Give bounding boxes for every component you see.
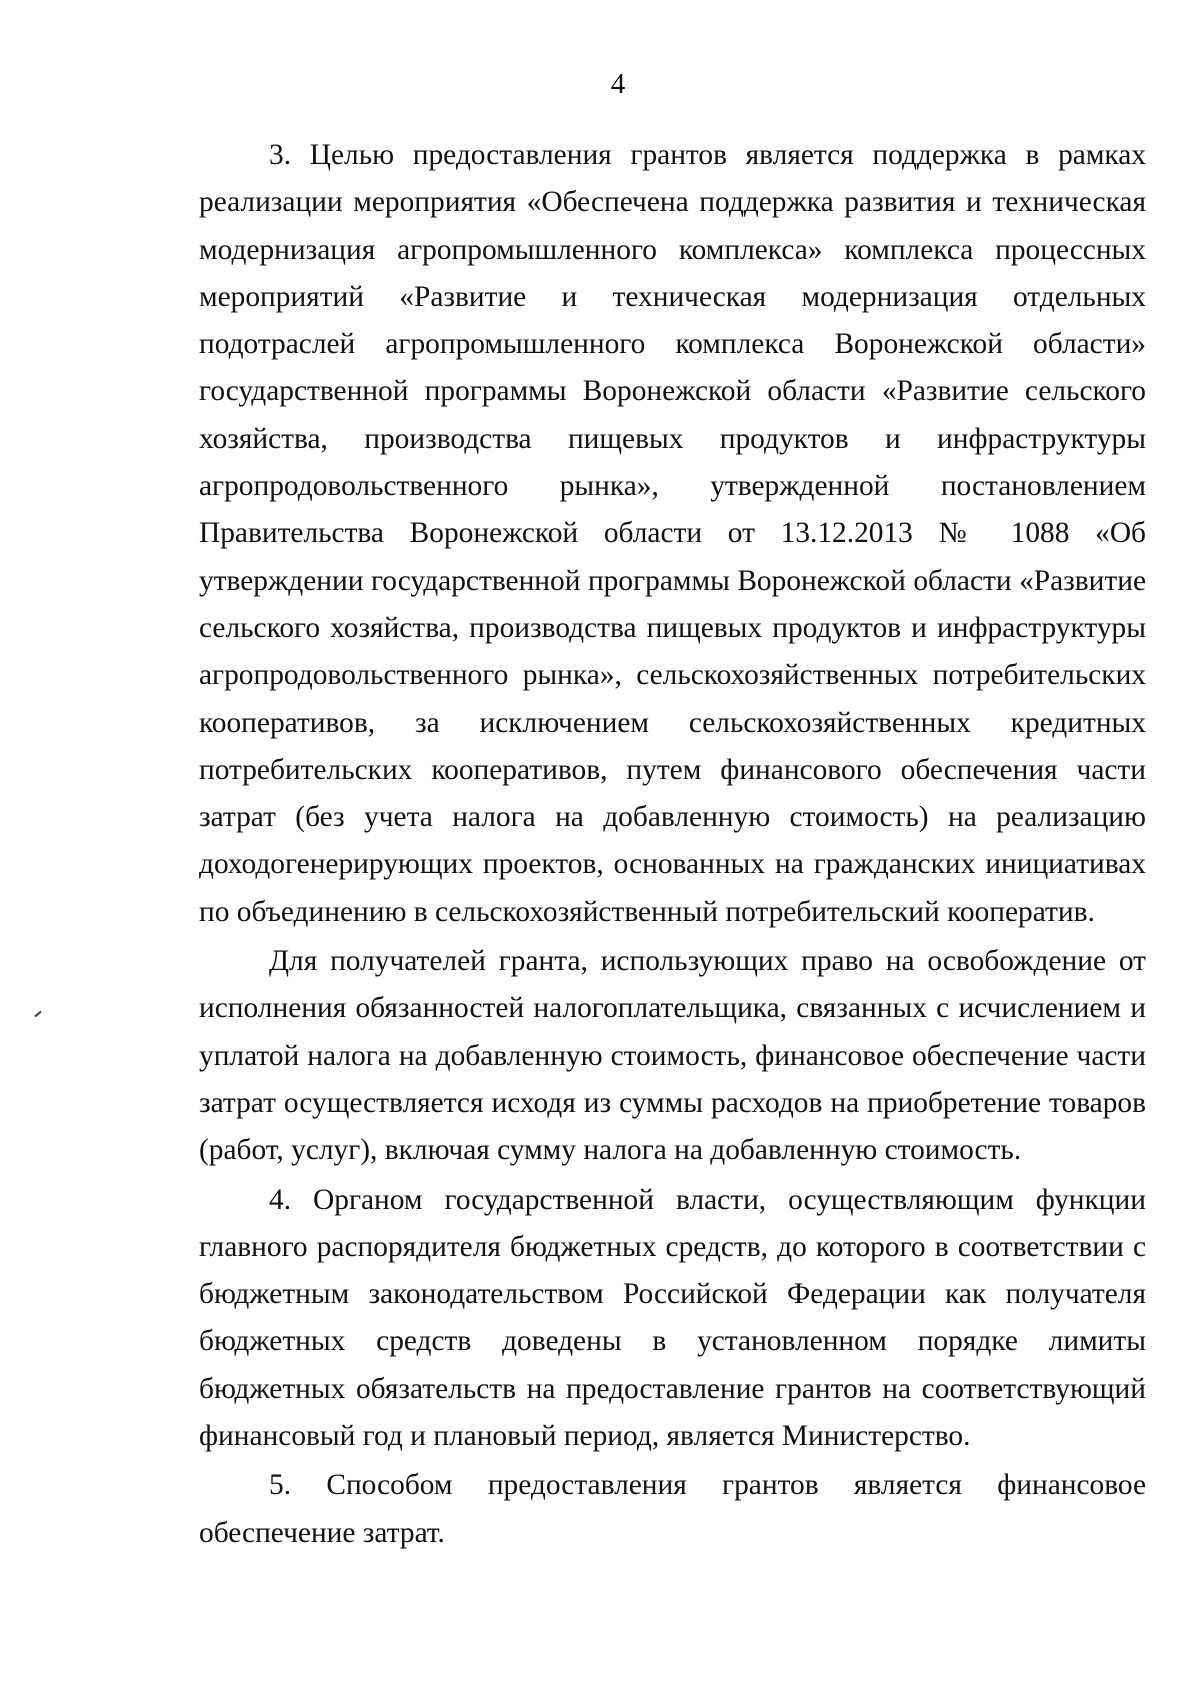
scan-artifact-mark [34, 1011, 41, 1018]
paragraph-budget-authority: 4. Органом государственной власти, осуществляющим функции главного распорядителя бюджетных средств, до которого в соответствии с бюджетным законодательством Российской Федерации как получателя бюджетных средств доведены в установленном порядке лимиты бюджетных обязательств на предоставление грантов на соответствующий финансовый год и плановый период, является Министерство. [199, 1183, 1146, 1453]
page-number: 4 [610, 68, 626, 100]
paragraph-grant-purpose: 3. Целью предоставления грантов является поддержка в рамках реализации мероприятия «Обеспечена поддержка развития и техническая модернизация агропромышленного комплекса» комплекса процессных мероприятий «Развитие и техническая модернизация отдельных подотраслей агропромышленного комплекса Воронежской области» государственной программы Воронежской области «Развитие сельского хозяйства, производства пищевых продуктов и инфраструктуры агропродовольственного рынка», утвержденной постановлением Правительства Воронежской области от 13.12.2013 № 1088 «Об утверждении государственной программы Воронежской области «Развитие сельского хозяйства, производства пищевых продуктов и инфраструктуры агропродовольственного рынка», сельскохозяйственных потребительских кооперативов, за исключением сельскохозяйственных кредитных потребительских кооперативов, путем финансового обеспечения части затрат (без учета налога на добавленную стоимость) на реализацию доходогенерирующих проектов, основанных на гражданских инициативах по объединению в сельскохозяйственный потребительский кооператив. [199, 139, 1146, 928]
document-body [199, 132, 1146, 1557]
paragraph-grant-method: 5. Способом предоставления грантов является финансовое обеспечение затрат. [199, 1469, 1146, 1549]
paragraph-vat-exemption: Для получателей гранта, использующих право на освобождение от исполнения обязанностей налогоплательщика, связанных с исчислением и уплатой налога на добавленную стоимость, финансовое обеспечение части затрат осуществляется исходя из суммы расходов на приобретение товаров (работ, услуг), включая сумму налога на добавленную стоимость. [199, 945, 1146, 1167]
